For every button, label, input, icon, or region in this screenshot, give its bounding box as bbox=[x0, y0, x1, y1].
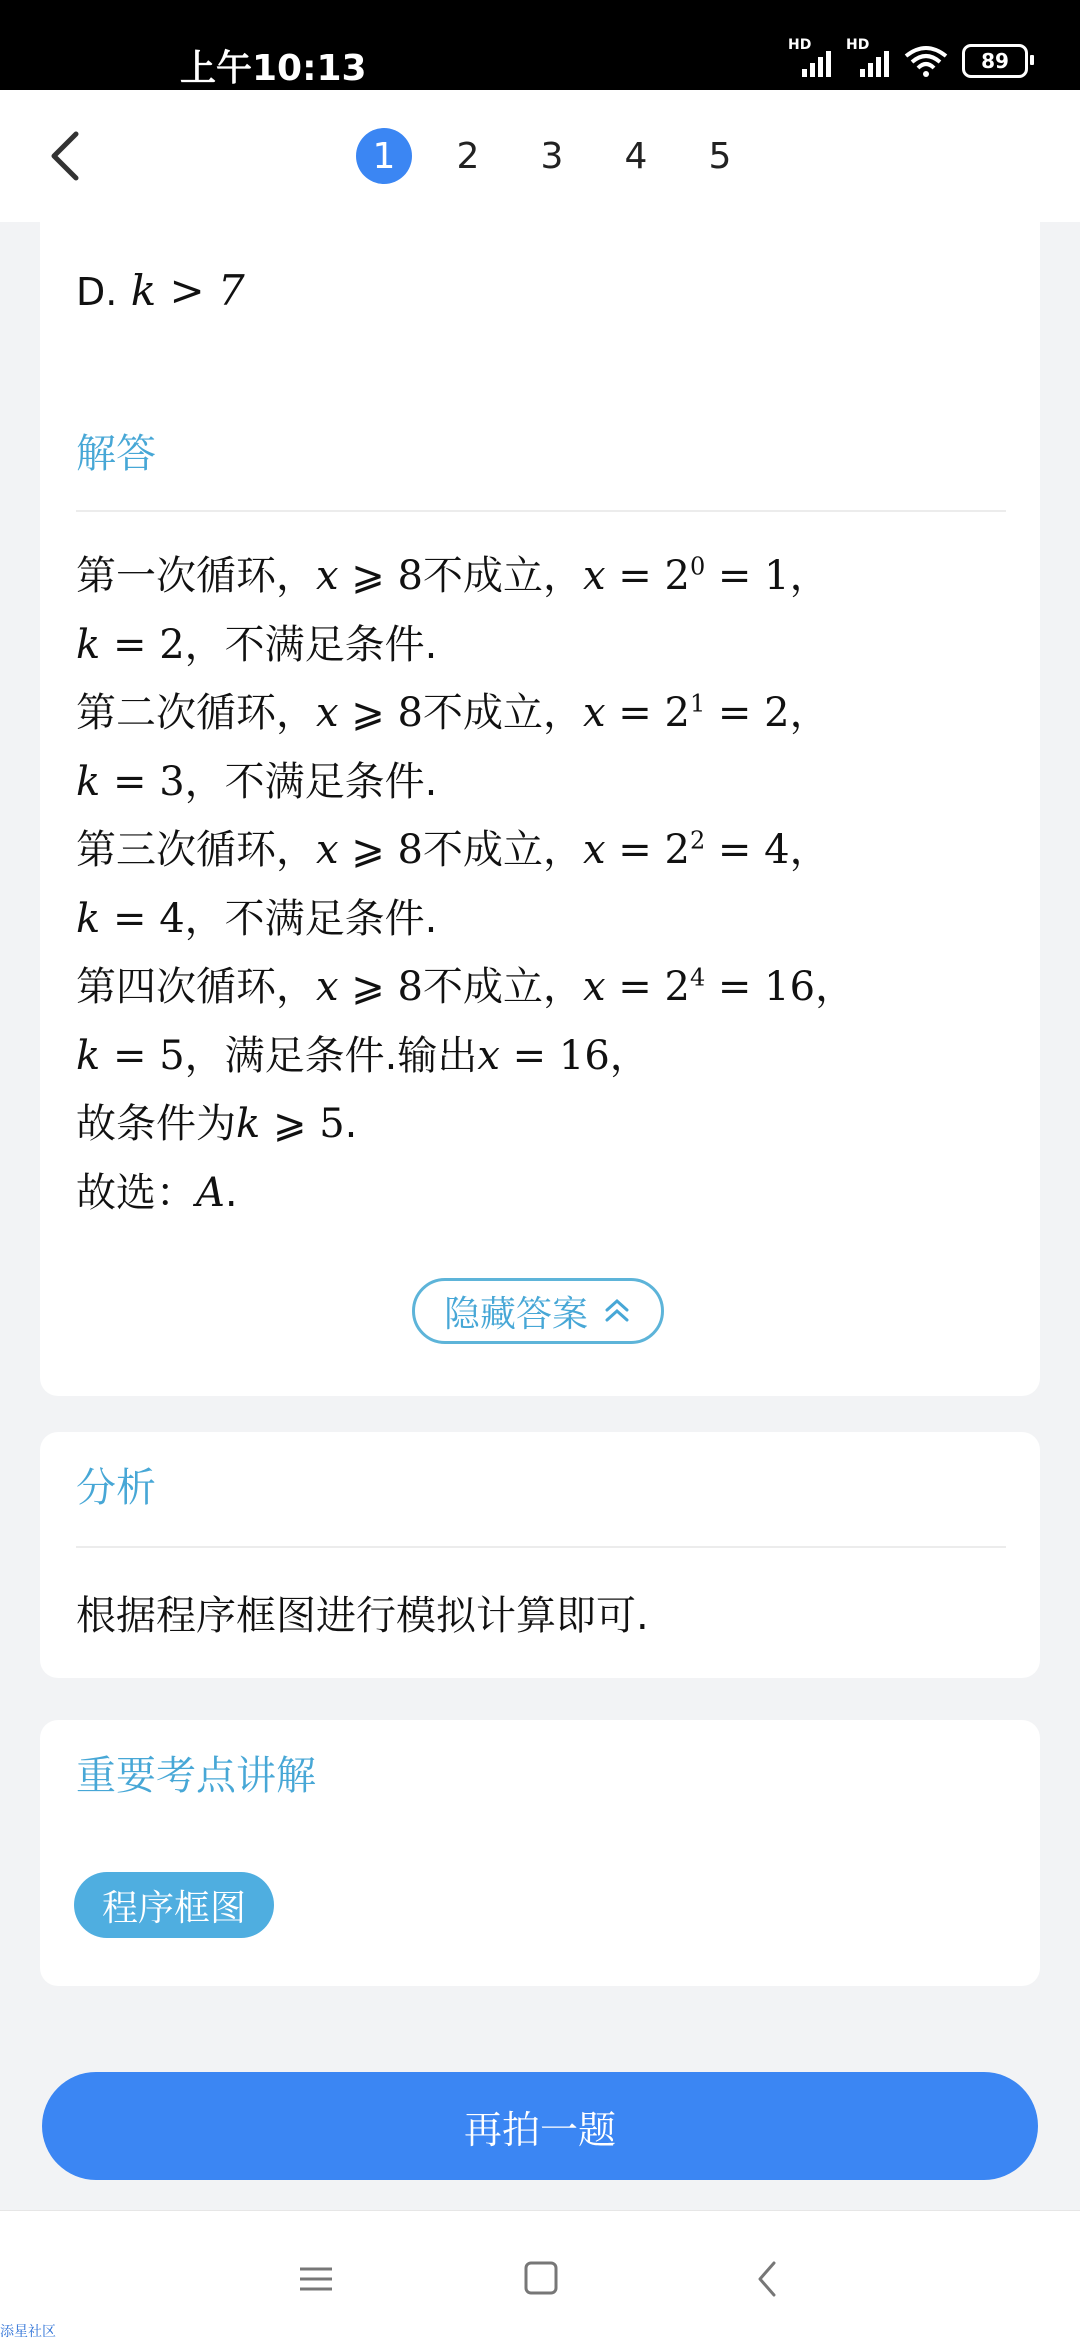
key-points-title: 重要考点讲解 bbox=[76, 1753, 316, 1799]
tab-3[interactable]: 3 bbox=[540, 135, 564, 177]
back-icon[interactable] bbox=[746, 2259, 790, 2299]
retake-question-button[interactable] bbox=[42, 2072, 1038, 2180]
answer-line-9: 故条件为k ⩾ 5. bbox=[76, 1101, 358, 1147]
menu-icon[interactable] bbox=[294, 2259, 338, 2299]
hide-answer-label: 隐藏答案 bbox=[443, 1293, 588, 1335]
retake-label: 再拍一题 bbox=[463, 2107, 616, 2152]
key-points-card bbox=[40, 1720, 1040, 1986]
answer-line-7: 第四次循环，x ⩾ 8不成立，$x = 2^4 = 16$， bbox=[76, 963, 856, 1010]
answer-title: 解答 bbox=[76, 431, 156, 477]
tab-4[interactable]: 4 bbox=[624, 135, 648, 177]
answer-line-3: 第二次循环，x ⩾ 8不成立，$x = 2^1 = 2$， bbox=[76, 689, 830, 736]
answer-card bbox=[40, 396, 1040, 1396]
battery-level: 89 bbox=[981, 49, 1009, 73]
system-nav-bar bbox=[0, 2210, 1080, 2341]
status-bar bbox=[0, 0, 1080, 90]
wifi-icon bbox=[904, 44, 948, 78]
answer-line-4: k = 3，不满足条件. bbox=[76, 758, 438, 805]
answer-divider bbox=[76, 510, 1006, 512]
watermark: 添星社区 bbox=[0, 2324, 56, 2340]
analysis-divider bbox=[76, 1546, 1006, 1548]
answer-line-8: k = 5，满足条件.输出x = 16， bbox=[76, 1032, 650, 1079]
question-tabs bbox=[356, 128, 748, 184]
hd-label-2: HD bbox=[846, 37, 870, 53]
key-point-tag[interactable]: 程序框图 bbox=[74, 1872, 274, 1938]
hide-answer-button[interactable] bbox=[412, 1278, 664, 1344]
top-header bbox=[0, 90, 1080, 222]
answer-line-10: 故选：A. bbox=[76, 1169, 238, 1216]
analysis-card bbox=[40, 1432, 1040, 1678]
answer-line-1: 第一次循环，x ⩾ 8不成立，$x = 2^0 = 1$， bbox=[76, 552, 830, 599]
battery-icon bbox=[962, 44, 1028, 78]
answer-body bbox=[76, 542, 1006, 1227]
cell-signal-icon bbox=[788, 37, 832, 77]
status-icons bbox=[788, 37, 1028, 78]
tab-2[interactable]: 2 bbox=[456, 135, 480, 177]
cell-signal-icon-2 bbox=[846, 37, 890, 77]
tab-5[interactable]: 5 bbox=[708, 135, 732, 177]
double-chevron-up-icon bbox=[602, 1296, 632, 1326]
home-icon[interactable] bbox=[518, 2259, 562, 2299]
option-d-expr: k > 7 bbox=[130, 266, 245, 315]
answer-line-2: k = 2，不满足条件. bbox=[76, 621, 438, 668]
back-chevron-icon[interactable] bbox=[40, 126, 96, 186]
analysis-text: 根据程序框图进行模拟计算即可. bbox=[76, 1593, 649, 1639]
tab-1[interactable]: 1 bbox=[356, 128, 412, 184]
answer-line-6: k = 4，不满足条件. bbox=[76, 895, 438, 942]
status-time: 上午10:13 bbox=[180, 48, 367, 89]
option-d bbox=[76, 266, 245, 315]
option-d-label: D. bbox=[76, 270, 118, 314]
answer-line-5: 第三次循环，x ⩾ 8不成立，$x = 2^2 = 4$， bbox=[76, 826, 830, 873]
hd-label: HD bbox=[788, 37, 812, 53]
analysis-title: 分析 bbox=[76, 1465, 156, 1511]
